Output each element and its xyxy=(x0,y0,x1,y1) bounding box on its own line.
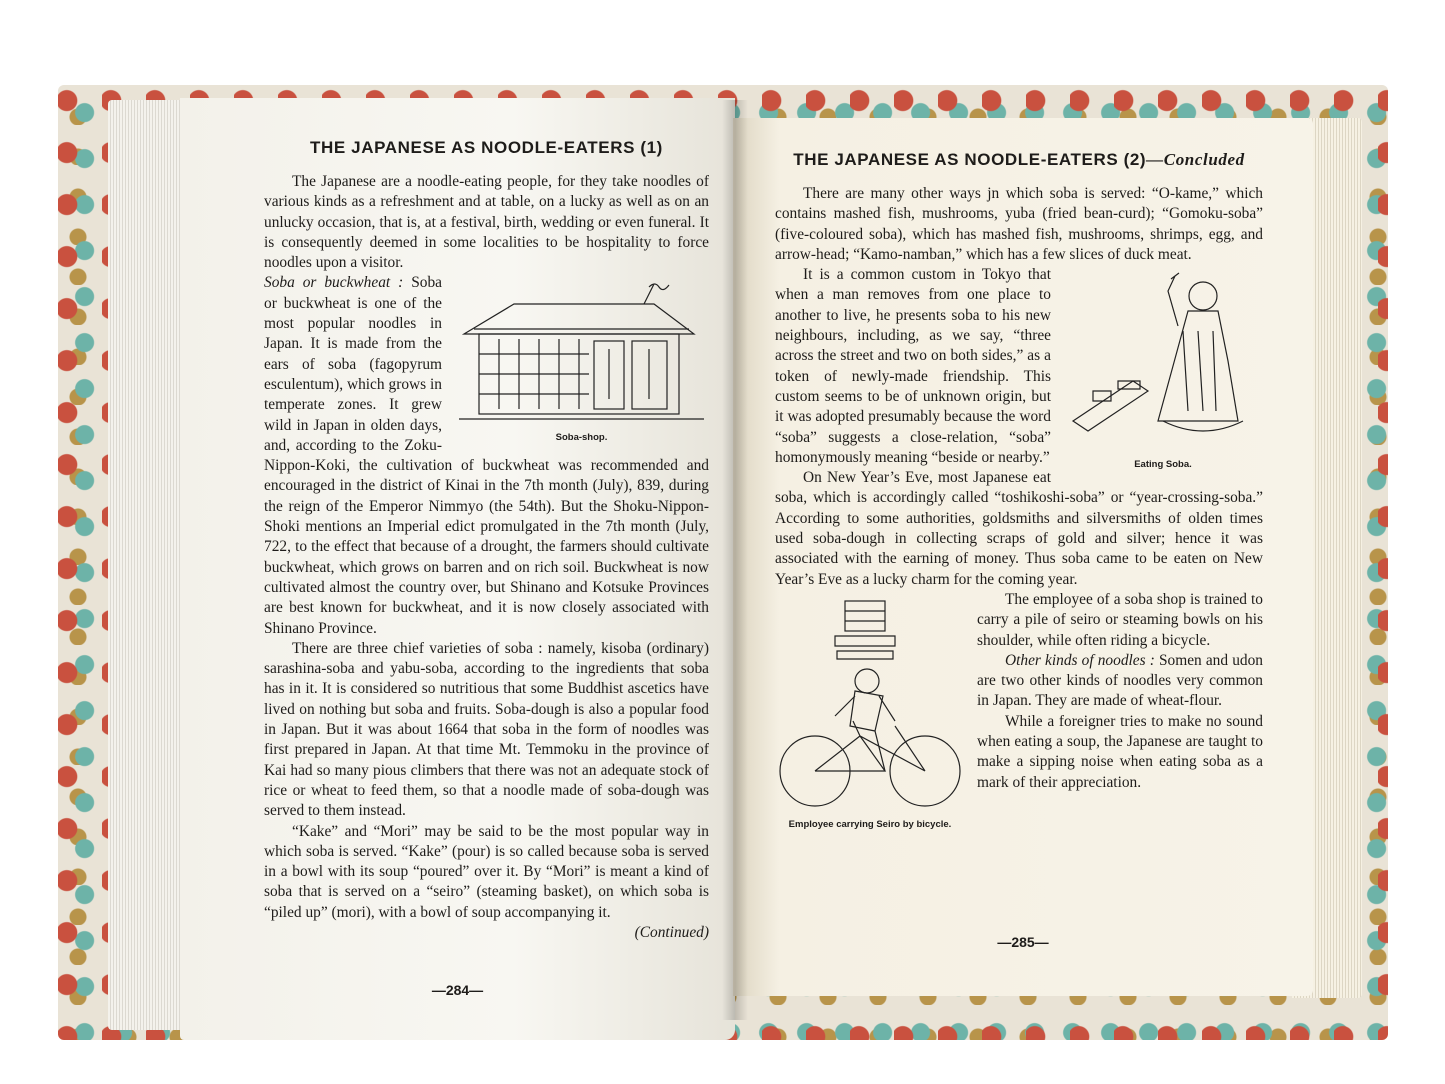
right-running-head-suffix: —Concluded xyxy=(1146,150,1245,169)
eating-soba-caption: Eating Soba. xyxy=(1134,459,1192,471)
right-page-text xyxy=(775,184,1263,830)
eating-soba-figure xyxy=(1063,271,1263,470)
right-paragraph-4: The employee of a soba shop is trained to carry a pile of seiro or steaming bowls on his shoulder, while often riding a bicycle. xyxy=(977,590,1263,649)
right-paragraph-3 xyxy=(775,468,1263,590)
right-running-head xyxy=(775,150,1263,170)
bicycle-caption: Employee carrying Seiro by bicycle. xyxy=(788,818,952,830)
soba-buckwheat-lead: Soba or buckwheat : xyxy=(264,274,404,292)
right-paragraph-6: While a foreigner tries to make no sound when eating a soup, the Japanese are taught to make a sipping noise when eating soba as a mark of their appreciation. xyxy=(977,712,1263,791)
left-paragraph-4: “Kake” and “Mori” may be said to be the most popular way in which soba is served. “Kake” (pour) is so called because soba is served in a bowl with its soup “poured” over it. By “Mori” is meant a kind of soba that is served on a “seiro” (steaming basket), on which soba is “piled up” (mori), with a bowl of soup accompanying it. xyxy=(264,822,709,921)
right-paragraph-3-body: On New Year’s Eve, most Japanese eat soba, which is accordingly called “toshikoshi-soba” or “year-crossing-soba.” According to some authorities, goldsmiths and silversmiths of olden times used soba-dough in collecting scraps of gold and silver; hence it was associated with the earning of money. Thus soba came to be eaten on New Year’s Eve as a lucky charm for the coming year. xyxy=(775,469,1263,588)
book-gutter xyxy=(722,100,748,1020)
right-running-head-main: THE JAPANESE AS NOODLE-EATERS (2) xyxy=(793,150,1147,169)
right-page xyxy=(733,118,1313,996)
left-paragraph-3: There are three chief varieties of soba : namely, kisoba (ordinary) sarashina-soba and yabu-soba, according to the ingredients that soba has in it. It is considered so nutritious that some Buddhist ascetics have lived on nothing but soba and fruits. Soba-dough is also a popular food in Japan. But it was about 1664 that soba in the form of noodles was first prepared in Japan. At that time Mt. Temmoku in the province of Kai had so many pious climbers that there was not an adequate stock of rice or wheat to feed them, so that a noodle made of soba-dough was served to them instead. xyxy=(264,639,709,820)
soba-shop-figure xyxy=(454,279,709,443)
right-paragraph-1: There are many other ways jn which soba is served: “O-kame,” which contains mashed fish, mushrooms, yuba (fried bean-curd); “Gomoku-soba” (five-coloured soba), which has mashed fish, mushrooms, shrimps, egg, and arrow-head; “Kamo-namban,” which has a few slices of duck meat. xyxy=(775,185,1263,263)
right-page-number: —285— xyxy=(997,934,1049,950)
right-paragraph-5-body: Somen and udon are two other kinds of noodles very common in Japan. They are made of wheat-flour. xyxy=(977,651,1263,710)
left-page-text xyxy=(264,172,709,943)
soba-shop-caption: Soba-shop. xyxy=(555,432,608,444)
continued-note: (Continued) xyxy=(634,923,709,941)
soba-shop-illustration xyxy=(454,279,709,429)
bicycle-figure xyxy=(775,596,965,830)
left-running-head: THE JAPANESE AS NOODLE-EATERS (1) xyxy=(310,138,663,157)
left-page xyxy=(180,98,735,1040)
left-page-number: —284— xyxy=(431,982,484,998)
other-noodles-lead: Other kinds of noodles : xyxy=(1005,651,1155,669)
right-paragraph-2: It is a common custom in Tokyo that when a man removes from one place to another to live, he presents soba to his new neighbours, including, as we say, “three across the street and two on both sides,” as a token of newly-made friendship. This custom seems to be of unknown origin, but it was adopted presumably because the word “soba” suggests a close-relation, “soba” homonymously meaning “beside or nearby.” xyxy=(775,266,1051,466)
left-paragraph-1: The Japanese are a noodle-eating people, for they take noodles of various kinds as a refreshment and at table, on a lucky as well as on an unlucky occasion, that is, at a festival, birth, wedding or even funeral. It is consequently deemed in some localities to be hospitality to force noodles upon a visitor. xyxy=(264,173,709,272)
eating-soba-illustration xyxy=(1063,271,1263,456)
bicycle-illustration xyxy=(775,596,965,816)
left-paragraph-2-body: Soba or buckwheat is one of the most popular noodles in Japan. It is made from the ears of soba (fagopyrum esculentum), which grows in temperate zones. It grew wild in Japan in olden days, and, according to the Zoku-Nippon-Koki, the cultivation of buckwheat was recommended and encouraged in the district of Kinai in the 7th month (July), 839, during the reign of the Emperor Nimmyo (the 54th). But the Shoku-Nippon-Shoki mentions an Imperial edict promulgated in the 7th month (July, 722, to the effect that because of a drought, the farmers should cultivate buckwheat, which grows on barren and on rich soil. Buckwheat is now cultivated almost the country over, but Shinano and Kotsuke Provinces are best known for buckwheat, and it is now closely associated with Shinano Province. xyxy=(264,274,709,637)
